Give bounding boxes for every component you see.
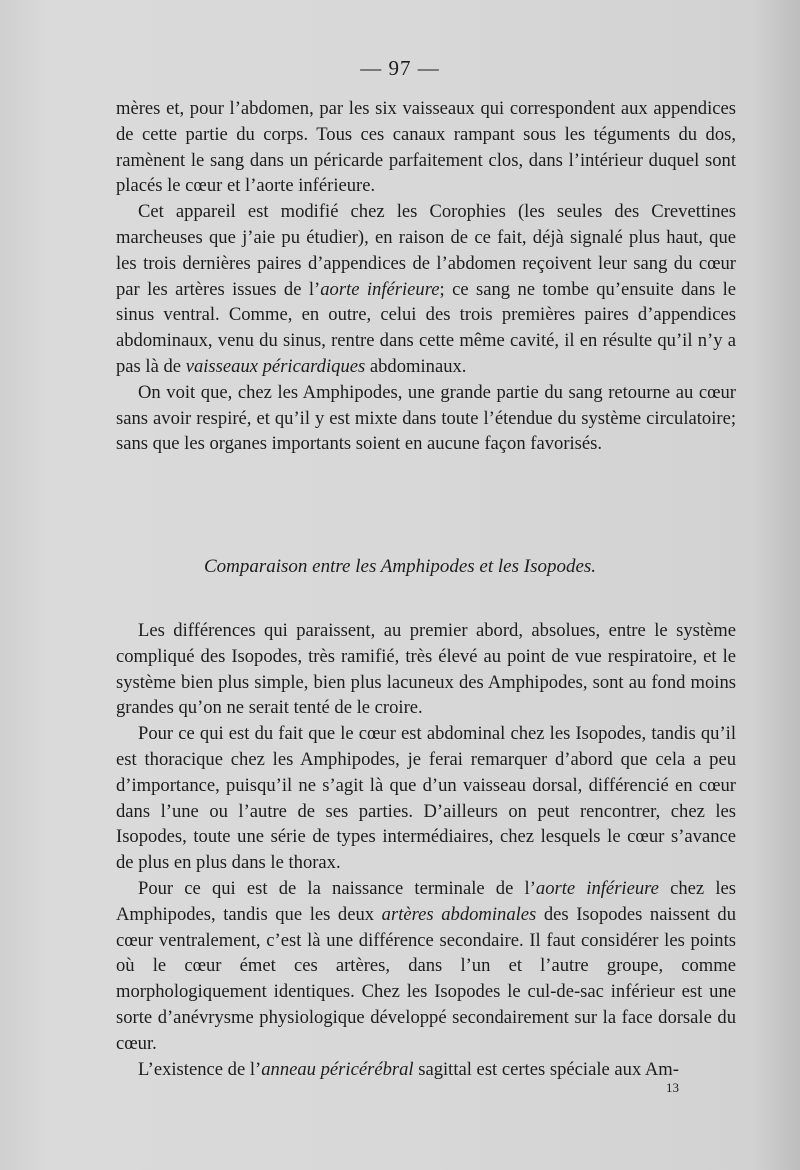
text-run: sagittal est certes spéciale aux Am- bbox=[413, 1058, 679, 1080]
italic-term: anneau péricérébral bbox=[261, 1058, 414, 1080]
paragraph bbox=[116, 380, 736, 457]
paragraph bbox=[116, 199, 736, 380]
italic-term: vaisseaux péricardiques bbox=[185, 355, 366, 377]
paragraph bbox=[116, 721, 736, 876]
printer-signature: 13 bbox=[666, 1080, 679, 1095]
text-run: Cet appareil est modifié chez les Corophies (les seules des Crevettines marcheuses que j’aie pu étudier), en raison de ce fait, déjà signalé plus haut, que les trois dernières paires d’appendices de l’abdomen reçoivent leur sang du cœur par les artères issues de l’ bbox=[116, 201, 736, 300]
italic-term: aorte inférieure bbox=[535, 877, 659, 899]
text-run: Pour ce qui est du fait que le cœur est abdominal chez les Isopodes, tandis qu’il est thoracique chez les Amphipodes, je ferai remarquer d’abord que cela a peu d’importance, puisqu’il ne s’agit là que d’un vaisseau dorsal, différencié en cœur dans l’une ou l’autre de ses parties. D’ailleurs on peut rencontrer, chez les Isopodes, toute une série de types intermédiaires, chez lesquels le cœur s’avance de plus en plus dans le thorax. bbox=[116, 723, 736, 874]
paragraph bbox=[116, 96, 736, 199]
text-run: Pour ce qui est de la naissance terminale de l’ bbox=[138, 877, 536, 899]
text-run: des Isopodes naissent du cœur ventralement, c’est là une différence secondaire. Il faut considérer les points où le cœur émet ces artères, dans l’un et l’autre groupe, comme morphologiquement identiques. Chez les Isopodes le cul-de-sac inférieur est une sorte d’anévrysme physiologique développé secondairement sur la face dorsale du cœur. bbox=[116, 903, 737, 1054]
section-heading: Comparaison entre les Amphipodes et les Isopodes. bbox=[203, 556, 597, 577]
italic-term: artères abdominales bbox=[381, 903, 537, 925]
paragraph bbox=[116, 1057, 736, 1083]
page-number: — 97 — bbox=[360, 56, 440, 80]
paragraph bbox=[116, 618, 736, 721]
text-run: On voit que, chez les Amphipodes, une grande partie du sang retourne au cœur sans avoir respiré, et qu’il y est mixte dans toute l’étendue du système circulatoire; sans que les organes importants soient en aucune façon favorisés. bbox=[116, 381, 736, 455]
body-text-top bbox=[116, 96, 736, 457]
text-run: Les différences qui paraissent, au premier abord, absolues, entre le système compliqué des Isopodes, très ramifié, très élevé au point de vue respiratoire, et le système bien plus simple, bien plus lacuneux des Amphipodes, sont au fond moins grandes qu’on ne serait tenté de le croire. bbox=[116, 620, 736, 719]
paragraph bbox=[116, 876, 736, 1057]
italic-term: aorte inférieure bbox=[320, 278, 440, 300]
text-run: chez les Amphipodes, tandis que les deux bbox=[116, 877, 736, 925]
text-run: mères et, pour l’abdomen, par les six vaisseaux qui correspondent aux appendices de cette partie du corps. Tous ces canaux rampant sous les téguments du dos, ramènent le sang dans un péricarde parfaitement clos, dans l’intérieur duquel sont placés le cœur et l’aorte inférieure. bbox=[116, 98, 736, 197]
text-run: ; ce sang ne tombe qu’ensuite dans le sinus ventral. Comme, en outre, celui des trois premières paires d’appendices abdominaux, venu du sinus, rentre dans cette même cavité, il en résulte qu’il n’y a pas là de bbox=[116, 278, 736, 377]
text-run: abdominaux. bbox=[365, 355, 467, 377]
body-text-bottom bbox=[116, 618, 736, 1082]
text-run: L’existence de l’ bbox=[138, 1058, 262, 1080]
